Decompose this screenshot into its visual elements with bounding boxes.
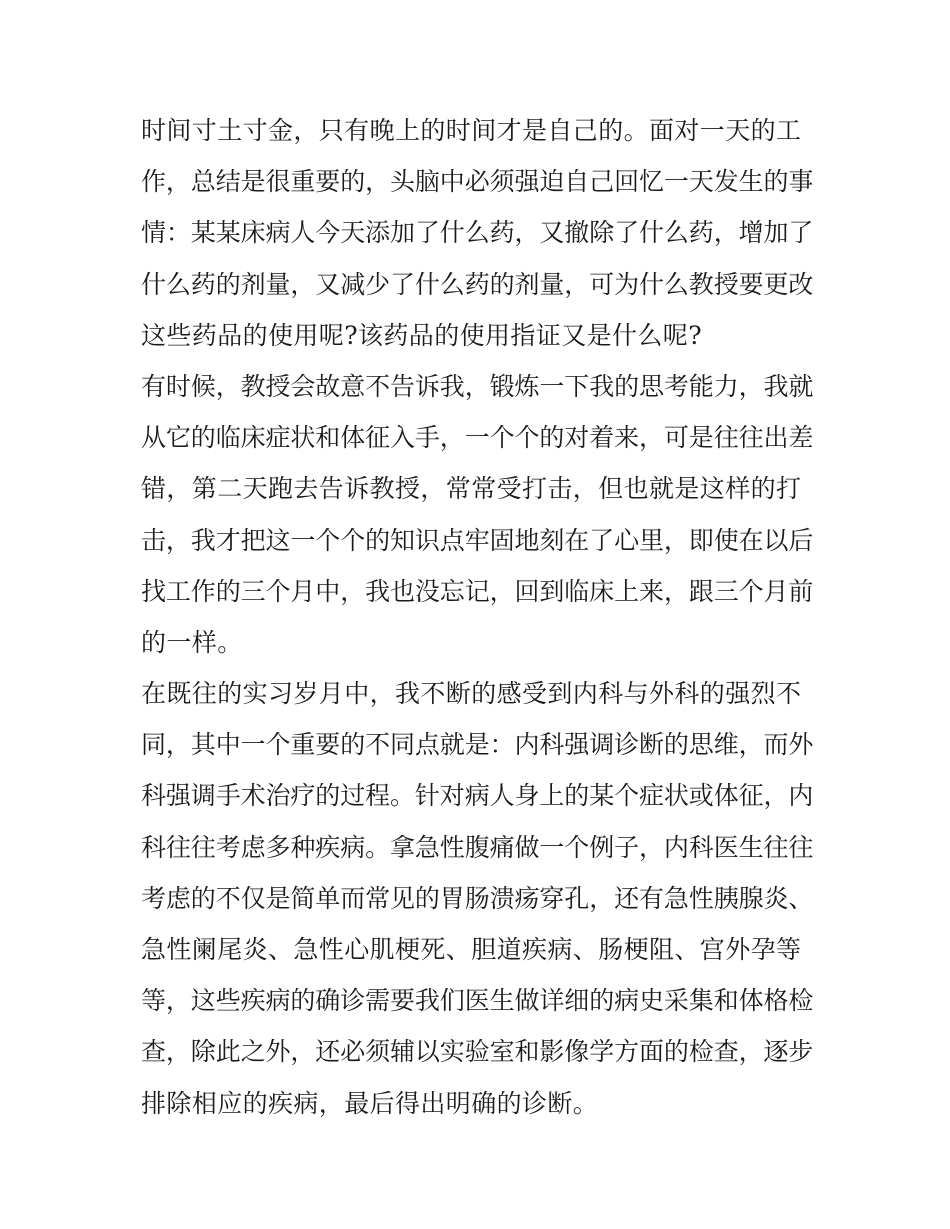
- text-line: 急性阑尾炎、急性心肌梗死、胆道疾病、肠梗阻、宫外孕等: [141, 935, 802, 964]
- text-line: 科往往考虑多种疾病。拿急性腹痛做一个例子，内科医生往往: [141, 832, 814, 862]
- text-line: 有时候，教授会故意不告诉我，锻炼一下我的思考能力，我就: [141, 371, 814, 401]
- paragraph-1: [141, 105, 813, 361]
- paragraph-3: [141, 668, 813, 1129]
- paragraph-2: [141, 361, 813, 668]
- text-line: 时间寸土寸金，只有晚上的时间才是自己的。面对一天的工: [141, 116, 802, 145]
- text-line: 情：某某床病人今天添加了什么药，又撤除了什么药，增加了: [141, 218, 814, 248]
- text-line: 击，我才把这一个个的知识点牢固地刻在了心里，即使在以后: [141, 525, 814, 555]
- text-line: 什么药的剂量，又减少了什么药的剂量，可为什么教授要更改: [141, 269, 814, 299]
- text-line: 科强调手术治疗的过程。针对病人身上的某个症状或体征，内: [141, 781, 814, 811]
- text-line: 同，其中一个重要的不同点就是：内科强调诊断的思维，而外: [141, 730, 814, 760]
- text-line: 等，这些疾病的确诊需要我们医生做详细的病史采集和体格检: [141, 986, 814, 1016]
- text-line: 的一样。: [141, 627, 243, 657]
- text-line: 排除相应的疾病，最后得出明确的诊断。: [141, 1088, 599, 1118]
- document-body: [141, 105, 813, 1129]
- text-line: 作，总结是很重要的，头脑中必须强迫自己回忆一天发生的事: [141, 167, 814, 197]
- text-line: 从它的临床症状和体征入手，一个个的对着来，可是往往出差: [141, 423, 814, 453]
- text-line: 在既往的实习岁月中，我不断的感受到内科与外科的强烈不: [141, 679, 802, 709]
- text-line: 考虑的不仅是简单而常见的胃肠溃疡穿孔，还有急性胰腺炎、: [141, 883, 814, 913]
- text-line: 这些药品的使用呢?该药品的使用指证又是什么呢?: [141, 320, 703, 350]
- text-line: 查，除此之外，还必须辅以实验室和影像学方面的检查，逐步: [141, 1037, 814, 1067]
- text-line: 找工作的三个月中，我也没忘记，回到临床上来，跟三个月前: [141, 576, 814, 606]
- text-line: 错，第二天跑去告诉教授，常常受打击，但也就是这样的打: [141, 474, 802, 504]
